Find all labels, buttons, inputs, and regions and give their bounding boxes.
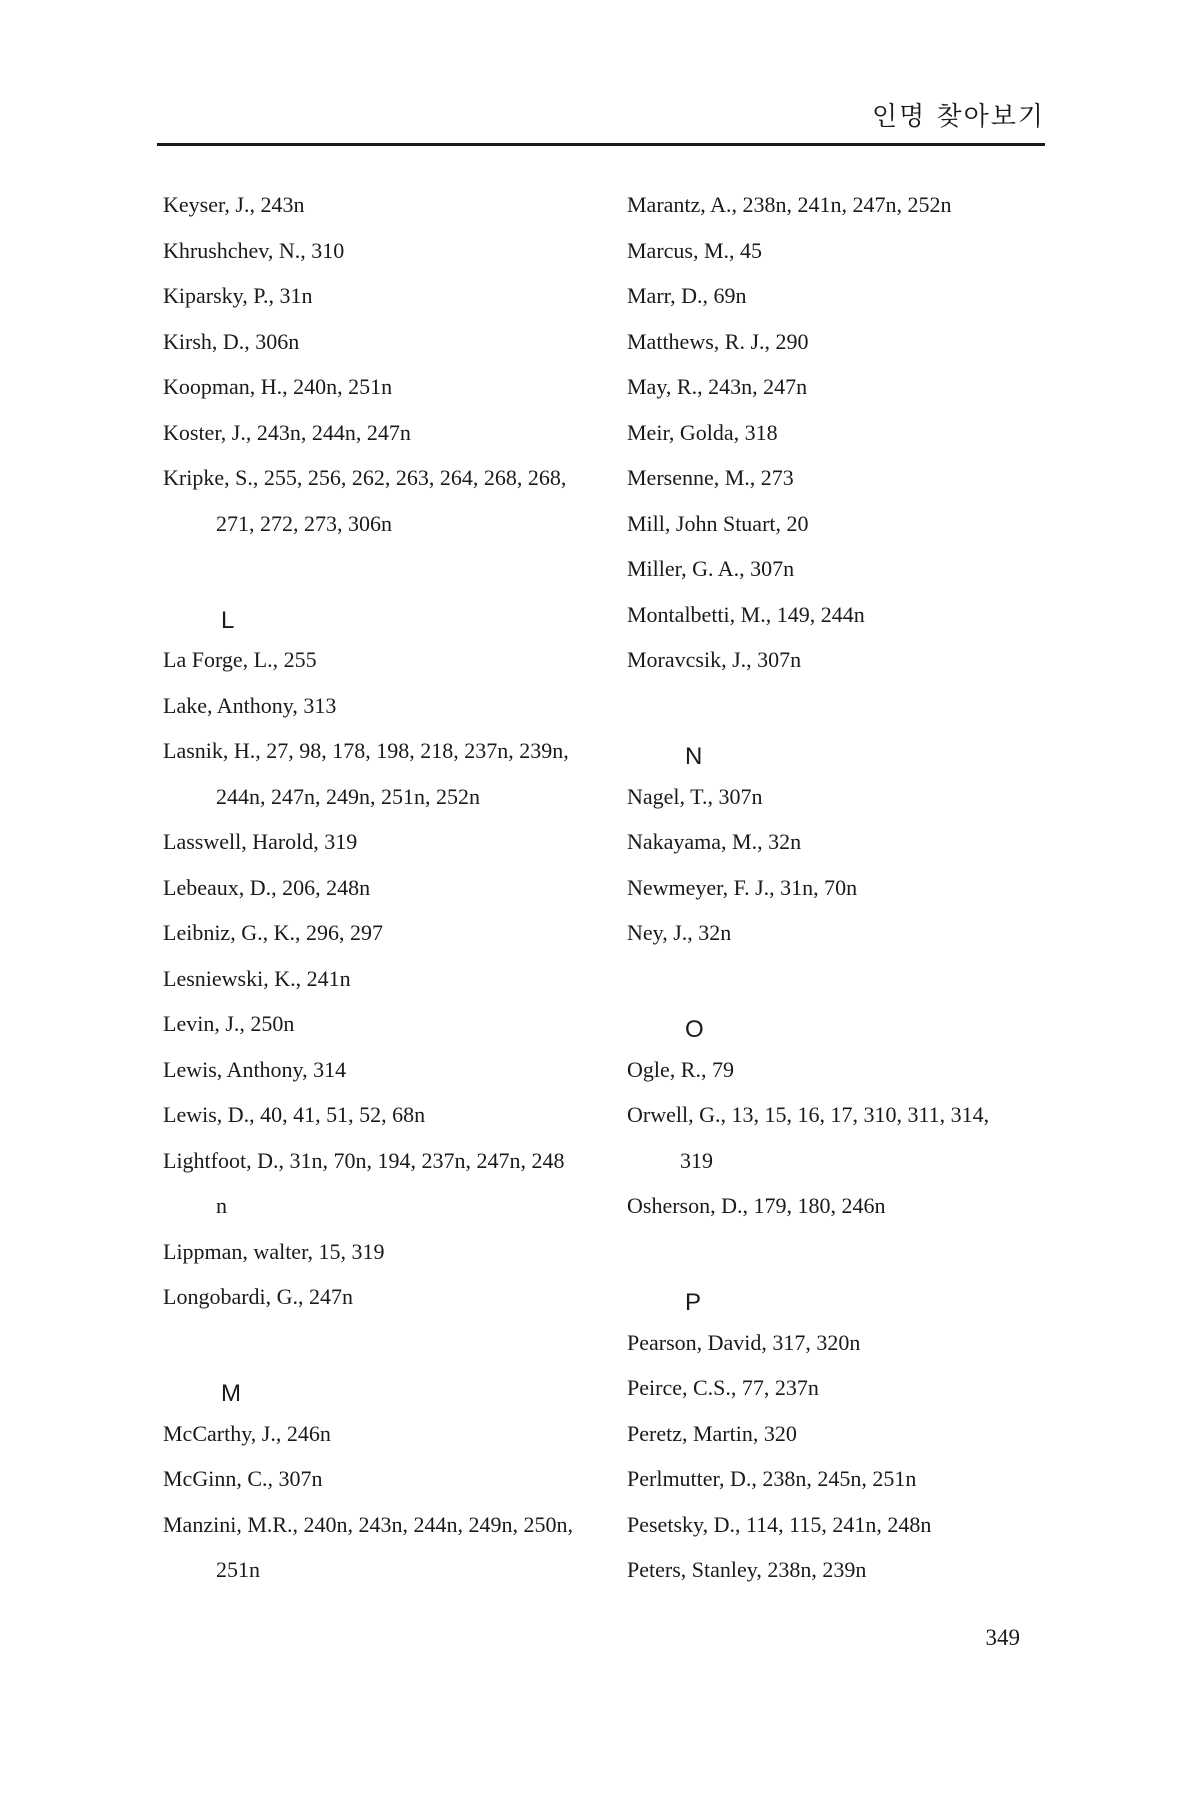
index-entry: Lebeaux, D., 206, 248n [163,874,371,900]
index-entry: Lightfoot, D., 31n, 70n, 194, 237n, 247n, 248 [163,1147,565,1173]
index-entry: Lippman, walter, 15, 319 [163,1238,385,1264]
index-entry: Koster, J., 243n, 244n, 247n [163,419,411,445]
index-entry: Perlmutter, D., 238n, 245n, 251n [627,1466,917,1491]
index-entry: Kirsh, D., 306n [163,328,300,354]
index-entry: Levin, J., 250n [163,1011,295,1036]
index-column-right [627,185,1087,1596]
index-entry: Peirce, C.S., 77, 237n [627,1375,819,1400]
index-entry: Moravcsik, J., 307n [627,647,802,672]
index-entry: Meir, Golda, 318 [627,419,778,445]
index-entry: Orwell, G., 13, 15, 16, 17, 310, 311, 314, [627,1102,990,1127]
index-entry: Ogle, R., 79 [627,1056,734,1082]
index-entry: Kripke, S., 255, 256, 262, 263, 264, 268, 268, [163,465,567,490]
index-entry: Koopman, H., 240n, 251n [163,374,393,399]
index-column-left [163,185,603,1596]
index-entry: Lasnik, H., 27, 98, 178, 198, 218, 237n, 239n, [163,738,569,763]
index-entry: McCarthy, J., 246n [163,1420,331,1446]
index-entry: Mersenne, M., 273 [627,465,794,490]
index-entry: Lewis, Anthony, 314 [163,1056,347,1082]
index-entry: Longobardi, G., 247n [163,1284,354,1309]
section-letter: O [685,1016,704,1043]
index-entry: Lewis, D., 40, 41, 51, 52, 68n [163,1102,426,1127]
section-letter: M [221,1380,241,1407]
index-entry: Khrushchev, N., 310 [163,237,345,263]
section-gap [627,959,1087,1005]
index-entry: May, R., 243n, 247n [627,374,808,399]
index-entry-continuation: n [216,1193,227,1218]
index-entry: Peters, Stanley, 238n, 239n [627,1557,867,1582]
index-entry: Lake, Anthony, 313 [163,692,337,718]
page-number: 349 [985,1625,1020,1650]
index-entry: Pearson, David, 317, 320n [627,1329,861,1355]
index-entry: Newmeyer, F. J., 31n, 70n [627,874,858,900]
index-entry: Marcus, M., 45 [627,237,763,263]
index-entry-continuation: 244n, 247n, 249n, 251n, 252n [216,783,480,809]
index-entry: Nagel, T., 307n [627,783,763,809]
index-entry: Matthews, R. J., 290 [627,328,809,354]
section-letter: P [685,1289,702,1316]
index-entry: Leibniz, G., K., 296, 297 [163,920,383,945]
index-entry: Pesetsky, D., 114, 115, 241n, 248n [627,1511,932,1537]
index-entry: Keyser, J., 243n [163,192,305,217]
index-entry: Peretz, Martin, 320 [627,1420,797,1446]
index-entry: Miller, G. A., 307n [627,556,795,581]
index-entry: La Forge, L., 255 [163,647,317,672]
section-gap [163,549,603,595]
index-entry-continuation: 251n [216,1557,260,1582]
header-rule [157,143,1045,146]
index-entry: Osherson, D., 179, 180, 246n [627,1193,886,1218]
index-entry: Marantz, A., 238n, 241n, 247n, 252n [627,192,952,217]
index-entry-continuation: 271, 272, 273, 306n [216,510,392,536]
index-entry: Ney, J., 32n [627,920,732,945]
index-entry: Mill, John Stuart, 20 [627,510,809,536]
index-entry-continuation: 319 [680,1147,713,1173]
index-entry: Nakayama, M., 32n [627,829,802,854]
section-gap [627,686,1087,732]
index-entry: Montalbetti, M., 149, 244n [627,601,865,627]
index-entry: McGinn, C., 307n [163,1466,323,1491]
section-letter: N [685,743,703,770]
index-entry: Lasswell, Harold, 319 [163,829,358,854]
index-entry: Lesniewski, K., 241n [163,965,351,991]
index-entry: Marr, D., 69n [627,283,747,308]
index-entry: Manzini, M.R., 240n, 243n, 244n, 249n, 250n, [163,1511,574,1537]
running-head: 인명 찾아보기 [872,102,1045,132]
index-entry: Kiparsky, P., 31n [163,283,313,308]
section-gap [627,1232,1087,1278]
section-letter: L [221,606,235,634]
section-gap [163,1323,603,1369]
